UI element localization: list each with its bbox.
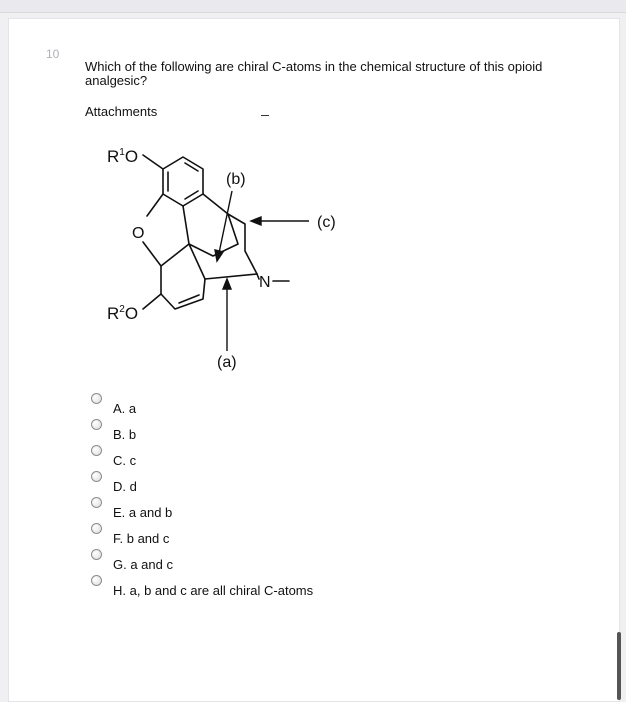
- radio-button[interactable]: [91, 393, 102, 404]
- ether-bond-upper: [147, 194, 163, 216]
- ring-oxygen: O: [132, 225, 145, 242]
- radio-button[interactable]: [91, 523, 102, 534]
- question-text: Which of the following are chiral C-atoms in the chemical structure of this opioid analgesic?: [85, 59, 543, 88]
- aromatic-ring: [163, 157, 203, 206]
- ether-bond-lower: [143, 242, 161, 266]
- r2o-bond: [143, 294, 161, 309]
- r1o-bond: [143, 155, 163, 169]
- aromatic-ring-inner: [168, 163, 198, 199]
- question-number: 10: [46, 47, 60, 61]
- label-c: (c): [317, 214, 336, 231]
- label-b: (b): [226, 171, 246, 188]
- arrow-b-head: [215, 250, 223, 261]
- radio-button[interactable]: [91, 497, 102, 508]
- option-label[interactable]: F. b and c: [113, 531, 170, 546]
- r2-label: $R^2O$: [107, 304, 139, 323]
- nitrogen-label: N: [259, 274, 271, 291]
- arrow-a-head: [223, 279, 231, 289]
- radio-button[interactable]: [91, 549, 102, 560]
- lower-ring: [161, 244, 205, 309]
- option-label[interactable]: H. a, b and c are all chiral C-atoms: [113, 583, 314, 598]
- option-label[interactable]: D. d: [113, 479, 137, 494]
- option-label[interactable]: B. b: [113, 427, 137, 442]
- question-card: [8, 18, 620, 702]
- option-label[interactable]: G. a and c: [113, 557, 173, 572]
- piperidine-ring: [228, 214, 257, 274]
- arrow-c-head: [251, 217, 261, 225]
- scrollbar-thumb[interactable]: [617, 632, 621, 700]
- radio-button[interactable]: [91, 445, 102, 456]
- radio-button[interactable]: [91, 471, 102, 482]
- label-a: (a): [217, 354, 237, 371]
- radio-button[interactable]: [91, 575, 102, 586]
- radio-button[interactable]: [91, 419, 102, 430]
- r1-label: $R^1O$: [107, 147, 139, 166]
- dash-mark: [261, 115, 269, 116]
- option-label[interactable]: A. a: [113, 401, 137, 416]
- attachments-label: Attachments: [85, 104, 158, 119]
- chemical-structure-figure: [95, 129, 365, 379]
- structure-svg: [95, 129, 365, 379]
- option-label[interactable]: E. a and b: [113, 505, 173, 520]
- top-bar: [0, 0, 626, 13]
- option-label[interactable]: C. c: [113, 453, 137, 468]
